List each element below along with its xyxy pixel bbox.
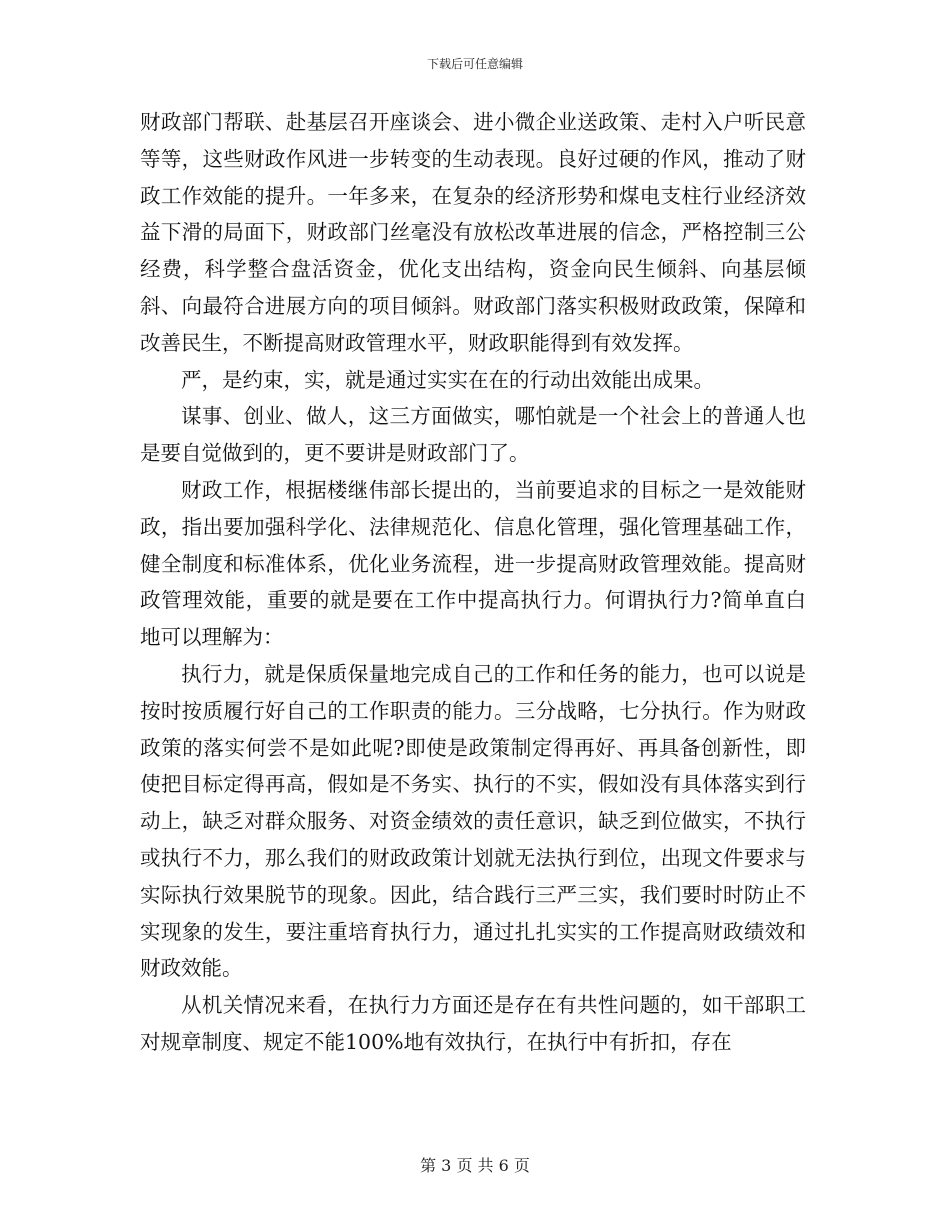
page-number-footer: 第 3 页 共 6 页: [420, 1156, 530, 1175]
page-header: 下载后可任意编辑: [426, 57, 523, 71]
paragraph-continued: 财政部门帮联、赴基层召开座谈会、进小微企业送政策、走村入户听民意等等，这些财政作风进一步转变的生动表现。良好过硬的作风，推动了财政工作效能的提升。一年多来，在复杂的经济形势和煤电支柱行业经济效益下滑的局面下，财政部门丝毫没有放松改革进展的信念，严格控制三公经费，科学整合盘活资金，优化支出结构，资金向民生倾斜、向基层倾斜、向最符合进展方向的项目倾斜。财政部门落实积极财政政策，保障和改善民生，不断提高财政管理水平，财政职能得到有效发挥。: [140, 110, 806, 355]
paragraph: 从机关情况来看，在执行力方面还是存在有共性问题的，如干部职工对规章制度、规定不能100%地有效执行，在执行中有折扣，存在: [140, 993, 806, 1054]
paragraph: 执行力，就是保质保量地完成自己的工作和任务的能力，也可以说是按时按质履行好自己的工作职责的能力。三分战略，七分执行。作为财政政策的落实何尝不是如此呢?即使是政策制定得再好、再具备创新性，即使把目标定得再高，假如是不务实、执行的不实，假如没有具体落实到行动上，缺乏对群众服务、对资金绩效的责任意识，缺乏到位做实，不执行或执行不力，那么我们的财政政策计划就无法执行到位，出现文件要求与实际执行效果脱节的现象。因此，结合践行三严三实，我们要时时防止不实现象的发生，要注重培育执行力，通过扎扎实实的工作提高财政绩效和财政效能。: [140, 661, 806, 981]
paragraph: 严，是约束，实，就是通过实实在在的行动出效能出成果。: [181, 367, 714, 392]
paragraph: 谋事、创业、做人，这三方面做实，哪怕就是一个社会上的普通人也是要自觉做到的，更不要讲是财政部门了。: [140, 404, 806, 466]
document-body: [140, 104, 806, 1061]
paragraph: 财政工作，根据楼继伟部长提出的，当前要追求的目标之一是效能财政，指出要加强科学化、法律规范化、信息化管理，强化管理基础工作，健全制度和标准体系，优化业务流程，进一步提高财政管理效能。提高财政管理效能，重要的就是要在工作中提高执行力。何谓执行力?简单直白地可以理解为：: [140, 477, 806, 650]
